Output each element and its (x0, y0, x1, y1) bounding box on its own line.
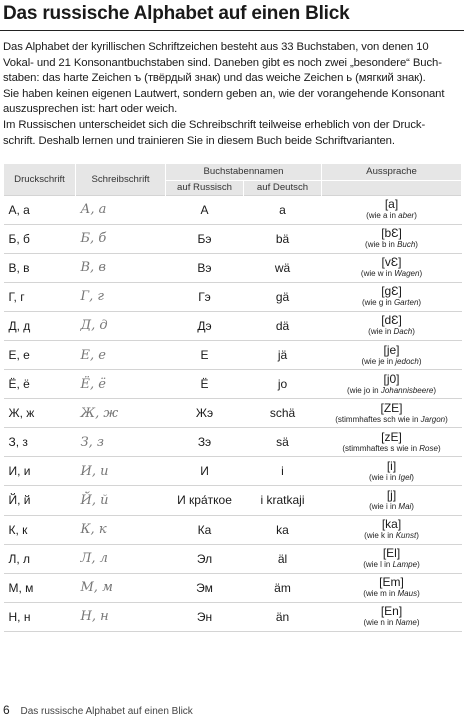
example-prefix: (wie n in (363, 618, 396, 628)
print-letter: И, и (4, 457, 76, 486)
pronunciation-example (322, 327, 462, 337)
example-suffix: ) (415, 240, 418, 250)
example-word: aber (398, 211, 415, 221)
example-prefix: (wie k in (364, 531, 396, 541)
pronunciation-example (322, 240, 462, 250)
pronunciation-example (322, 269, 462, 279)
name-russian: Эл (166, 544, 244, 573)
script-letter: А, а (76, 195, 166, 224)
ipa-symbol: [Em] (379, 575, 404, 590)
name-russian: Гэ (166, 282, 244, 311)
page-footer (3, 703, 461, 717)
print-letter: Г, г (4, 282, 76, 311)
name-russian: А (166, 195, 244, 224)
name-german: äl (244, 544, 322, 573)
example-suffix: ) (445, 414, 448, 424)
ipa-symbol: [zE] (381, 429, 402, 444)
pronunciation (322, 428, 462, 457)
ipa-symbol: [ka] (381, 517, 402, 532)
intro-line: Vokal- und 21 Konsonantbuchstaben sind. Daneben gibt es noch zwei „besondere“ Buch- (3, 56, 442, 69)
pronunciation (322, 573, 462, 602)
print-letter: В, в (4, 253, 76, 282)
print-letter: Л, л (4, 544, 76, 573)
example-prefix: (stimmhaftes sch wie in (335, 414, 421, 424)
script-letter: З, з (76, 428, 166, 457)
pronunciation (322, 544, 462, 573)
alphabet-table (3, 164, 462, 632)
pronunciation-example (322, 531, 462, 541)
script-letter: В, в (76, 253, 166, 282)
intro-line: schrift. Deshalb lernen und trainieren Sie in diesem Buch beide Schriftvarianten. (3, 134, 395, 147)
script-letter: Ж, ж (76, 399, 166, 428)
pronunciation (322, 253, 462, 282)
intro-line: Im Russischen unterscheidet sich die Schreibschrift teilweise erheblich von der Druck- (3, 118, 426, 131)
example-suffix: ) (412, 327, 415, 337)
print-letter: Е, е (4, 340, 76, 369)
ipa-symbol: [bƐ] (381, 226, 402, 241)
example-suffix: ) (418, 298, 422, 308)
name-russian: Е (166, 340, 244, 369)
pronunciation (322, 602, 462, 631)
header-aussprache: Aussprache (322, 164, 462, 180)
script-letter: Д, д (76, 311, 166, 340)
pronunciation (322, 282, 462, 311)
header-aussprache-blank (322, 180, 462, 195)
pronunciation-example (322, 618, 462, 628)
example-word: Johannisbeere (380, 385, 434, 395)
script-letter: Н, н (76, 602, 166, 631)
script-letter: И, и (76, 457, 166, 486)
table-row (4, 282, 462, 311)
pronunciation (322, 370, 462, 399)
pronunciation-example (322, 473, 462, 483)
example-word: Jargon (420, 414, 446, 424)
pronunciation (322, 195, 462, 224)
name-german: ka (244, 515, 322, 544)
pronunciation (322, 515, 462, 544)
example-word: Rose (419, 443, 438, 453)
name-german: än (244, 602, 322, 631)
header-auf-russisch: auf Russisch (166, 180, 244, 195)
pronunciation-example (322, 444, 462, 454)
name-russian: Ё (166, 370, 244, 399)
ipa-symbol: [dƐ] (381, 313, 402, 328)
print-letter: Д, д (4, 311, 76, 340)
example-prefix: (wie je in (361, 356, 396, 366)
ipa-symbol: [vƐ] (381, 255, 402, 270)
pronunciation (322, 311, 462, 340)
example-suffix: ) (414, 211, 417, 221)
example-prefix: (wie w in (360, 269, 395, 279)
script-letter: Б, б (76, 224, 166, 253)
pronunciation (322, 340, 462, 369)
name-german: sä (244, 428, 322, 457)
table-row (4, 573, 462, 602)
table-row (4, 515, 462, 544)
print-letter: К, к (4, 515, 76, 544)
example-prefix: (wie i in (369, 501, 399, 511)
name-german: jä (244, 340, 322, 369)
pronunciation-example (322, 560, 462, 570)
name-russian: И (166, 457, 244, 486)
ipa-symbol: [ZE] (380, 400, 403, 415)
table-row (4, 602, 462, 631)
example-word: Dach (393, 327, 413, 337)
intro-line: auszusprechen ist: hart oder weich. (3, 103, 178, 116)
pronunciation-example (322, 386, 462, 396)
script-letter: К, к (76, 515, 166, 544)
print-letter: Й, й (4, 486, 76, 515)
ipa-symbol: [i] (386, 458, 397, 473)
pronunciation-example (322, 589, 462, 599)
print-letter: З, з (4, 428, 76, 457)
ipa-symbol: [El] (382, 546, 401, 561)
name-german: dä (244, 311, 322, 340)
intro-text (3, 40, 461, 149)
name-german: wä (244, 253, 322, 282)
pronunciation (322, 457, 462, 486)
table-row (4, 311, 462, 340)
table-row (4, 253, 462, 282)
pronunciation-example (322, 357, 462, 367)
table-row (4, 224, 462, 253)
name-german: a (244, 195, 322, 224)
example-word: Wagen (394, 269, 420, 279)
ipa-symbol: [En] (380, 604, 403, 619)
example-word: Garten (393, 298, 419, 308)
table-row (4, 399, 462, 428)
script-letter: Ё, ё (76, 370, 166, 399)
header-auf-deutsch: auf Deutsch (244, 180, 322, 195)
script-letter: Г, г (76, 282, 166, 311)
title-bar (0, 0, 464, 31)
pronunciation-example (322, 298, 462, 308)
example-suffix: ) (433, 385, 436, 395)
header-buchstabennamen: Buchstabennamen (166, 164, 322, 180)
example-suffix: ) (411, 472, 414, 482)
name-russian: Бэ (166, 224, 244, 253)
example-prefix: (wie g in (361, 298, 394, 308)
name-german: i (244, 457, 322, 486)
page-title: Das russische Alphabet auf einen Blick (3, 3, 350, 24)
ipa-symbol: [j0] (383, 371, 400, 386)
print-letter: М, м (4, 573, 76, 602)
example-prefix: (wie a in (366, 211, 399, 221)
script-letter: Й, й (76, 486, 166, 515)
table-row (4, 370, 462, 399)
name-russian: Эм (166, 573, 244, 602)
name-german: i kratkaji (244, 486, 322, 515)
print-letter: Б, б (4, 224, 76, 253)
ipa-symbol: [je] (383, 342, 400, 357)
header-druckschrift: Druckschrift (4, 164, 76, 195)
example-prefix: (wie i in (369, 472, 399, 482)
ipa-symbol: [gƐ] (381, 284, 402, 299)
name-russian: Ка (166, 515, 244, 544)
table-row (4, 428, 462, 457)
example-word: Name (395, 618, 417, 628)
name-german: schä (244, 399, 322, 428)
example-suffix: ) (417, 589, 420, 599)
example-suffix: ) (417, 560, 420, 570)
print-letter: Н, н (4, 602, 76, 631)
table-row (4, 195, 462, 224)
name-german: bä (244, 224, 322, 253)
example-prefix: (stimmhaftes s wie in (342, 443, 420, 453)
table-row (4, 457, 462, 486)
script-letter: Л, л (76, 544, 166, 573)
intro-line: Sie haben keinen eigenen Lautwert, sondern geben an, wie der vorangehende Konsonant (3, 87, 445, 100)
pronunciation (322, 224, 462, 253)
example-word: Mai (398, 501, 412, 511)
table-row (4, 340, 462, 369)
table-body (4, 195, 462, 631)
pronunciation (322, 399, 462, 428)
example-word: Maus (397, 589, 418, 599)
name-russian: Эн (166, 602, 244, 631)
name-russian: Вэ (166, 253, 244, 282)
pronunciation-example (322, 502, 462, 512)
pronunciation-example (322, 211, 462, 221)
example-suffix: ) (437, 443, 441, 453)
example-word: jedoch (395, 356, 419, 366)
example-suffix: ) (411, 501, 414, 511)
example-word: Igel (398, 472, 412, 482)
example-word: Buch (397, 240, 416, 250)
running-title: Das russische Alphabet auf einen Blick (20, 706, 193, 717)
example-suffix: ) (416, 531, 419, 541)
name-german: jo (244, 370, 322, 399)
script-letter: М, м (76, 573, 166, 602)
page-number: 6 (3, 703, 10, 717)
table-row (4, 544, 462, 573)
name-russian: Дэ (166, 311, 244, 340)
intro-line: Das Alphabet der kyrillischen Schriftzeichen besteht aus 33 Buchstaben, von denen 10 (3, 41, 429, 53)
example-suffix: ) (418, 356, 422, 366)
script-letter: Е, е (76, 340, 166, 369)
name-german: gä (244, 282, 322, 311)
name-russian: Жэ (166, 399, 244, 428)
example-suffix: ) (416, 618, 420, 628)
ipa-symbol: [a] (384, 197, 399, 212)
header-schreibschrift: Schreibschrift (76, 164, 166, 195)
example-suffix: ) (419, 269, 423, 279)
intro-line: staben: das harte Zeichen ъ (твёрдый знак) und das weiche Zeichen ь (мягкий знак). (3, 72, 426, 85)
example-prefix: (wie b in (365, 240, 398, 250)
example-prefix: (wie l in (363, 560, 393, 570)
example-prefix: (wie in (368, 327, 394, 337)
name-german: äm (244, 573, 322, 602)
table-row (4, 486, 462, 515)
print-letter: Ж, ж (4, 399, 76, 428)
example-prefix: (wie m in (363, 589, 398, 599)
pronunciation (322, 486, 462, 515)
example-word: Kunst (395, 531, 417, 541)
print-letter: А, а (4, 195, 76, 224)
print-letter: Ё, ё (4, 370, 76, 399)
example-word: Lampe (392, 560, 418, 570)
pronunciation-example (322, 415, 462, 425)
name-russian: Зэ (166, 428, 244, 457)
name-russian: И кра́ткое (166, 486, 244, 515)
ipa-symbol: [j] (386, 487, 397, 502)
example-prefix: (wie jo in (347, 385, 381, 395)
